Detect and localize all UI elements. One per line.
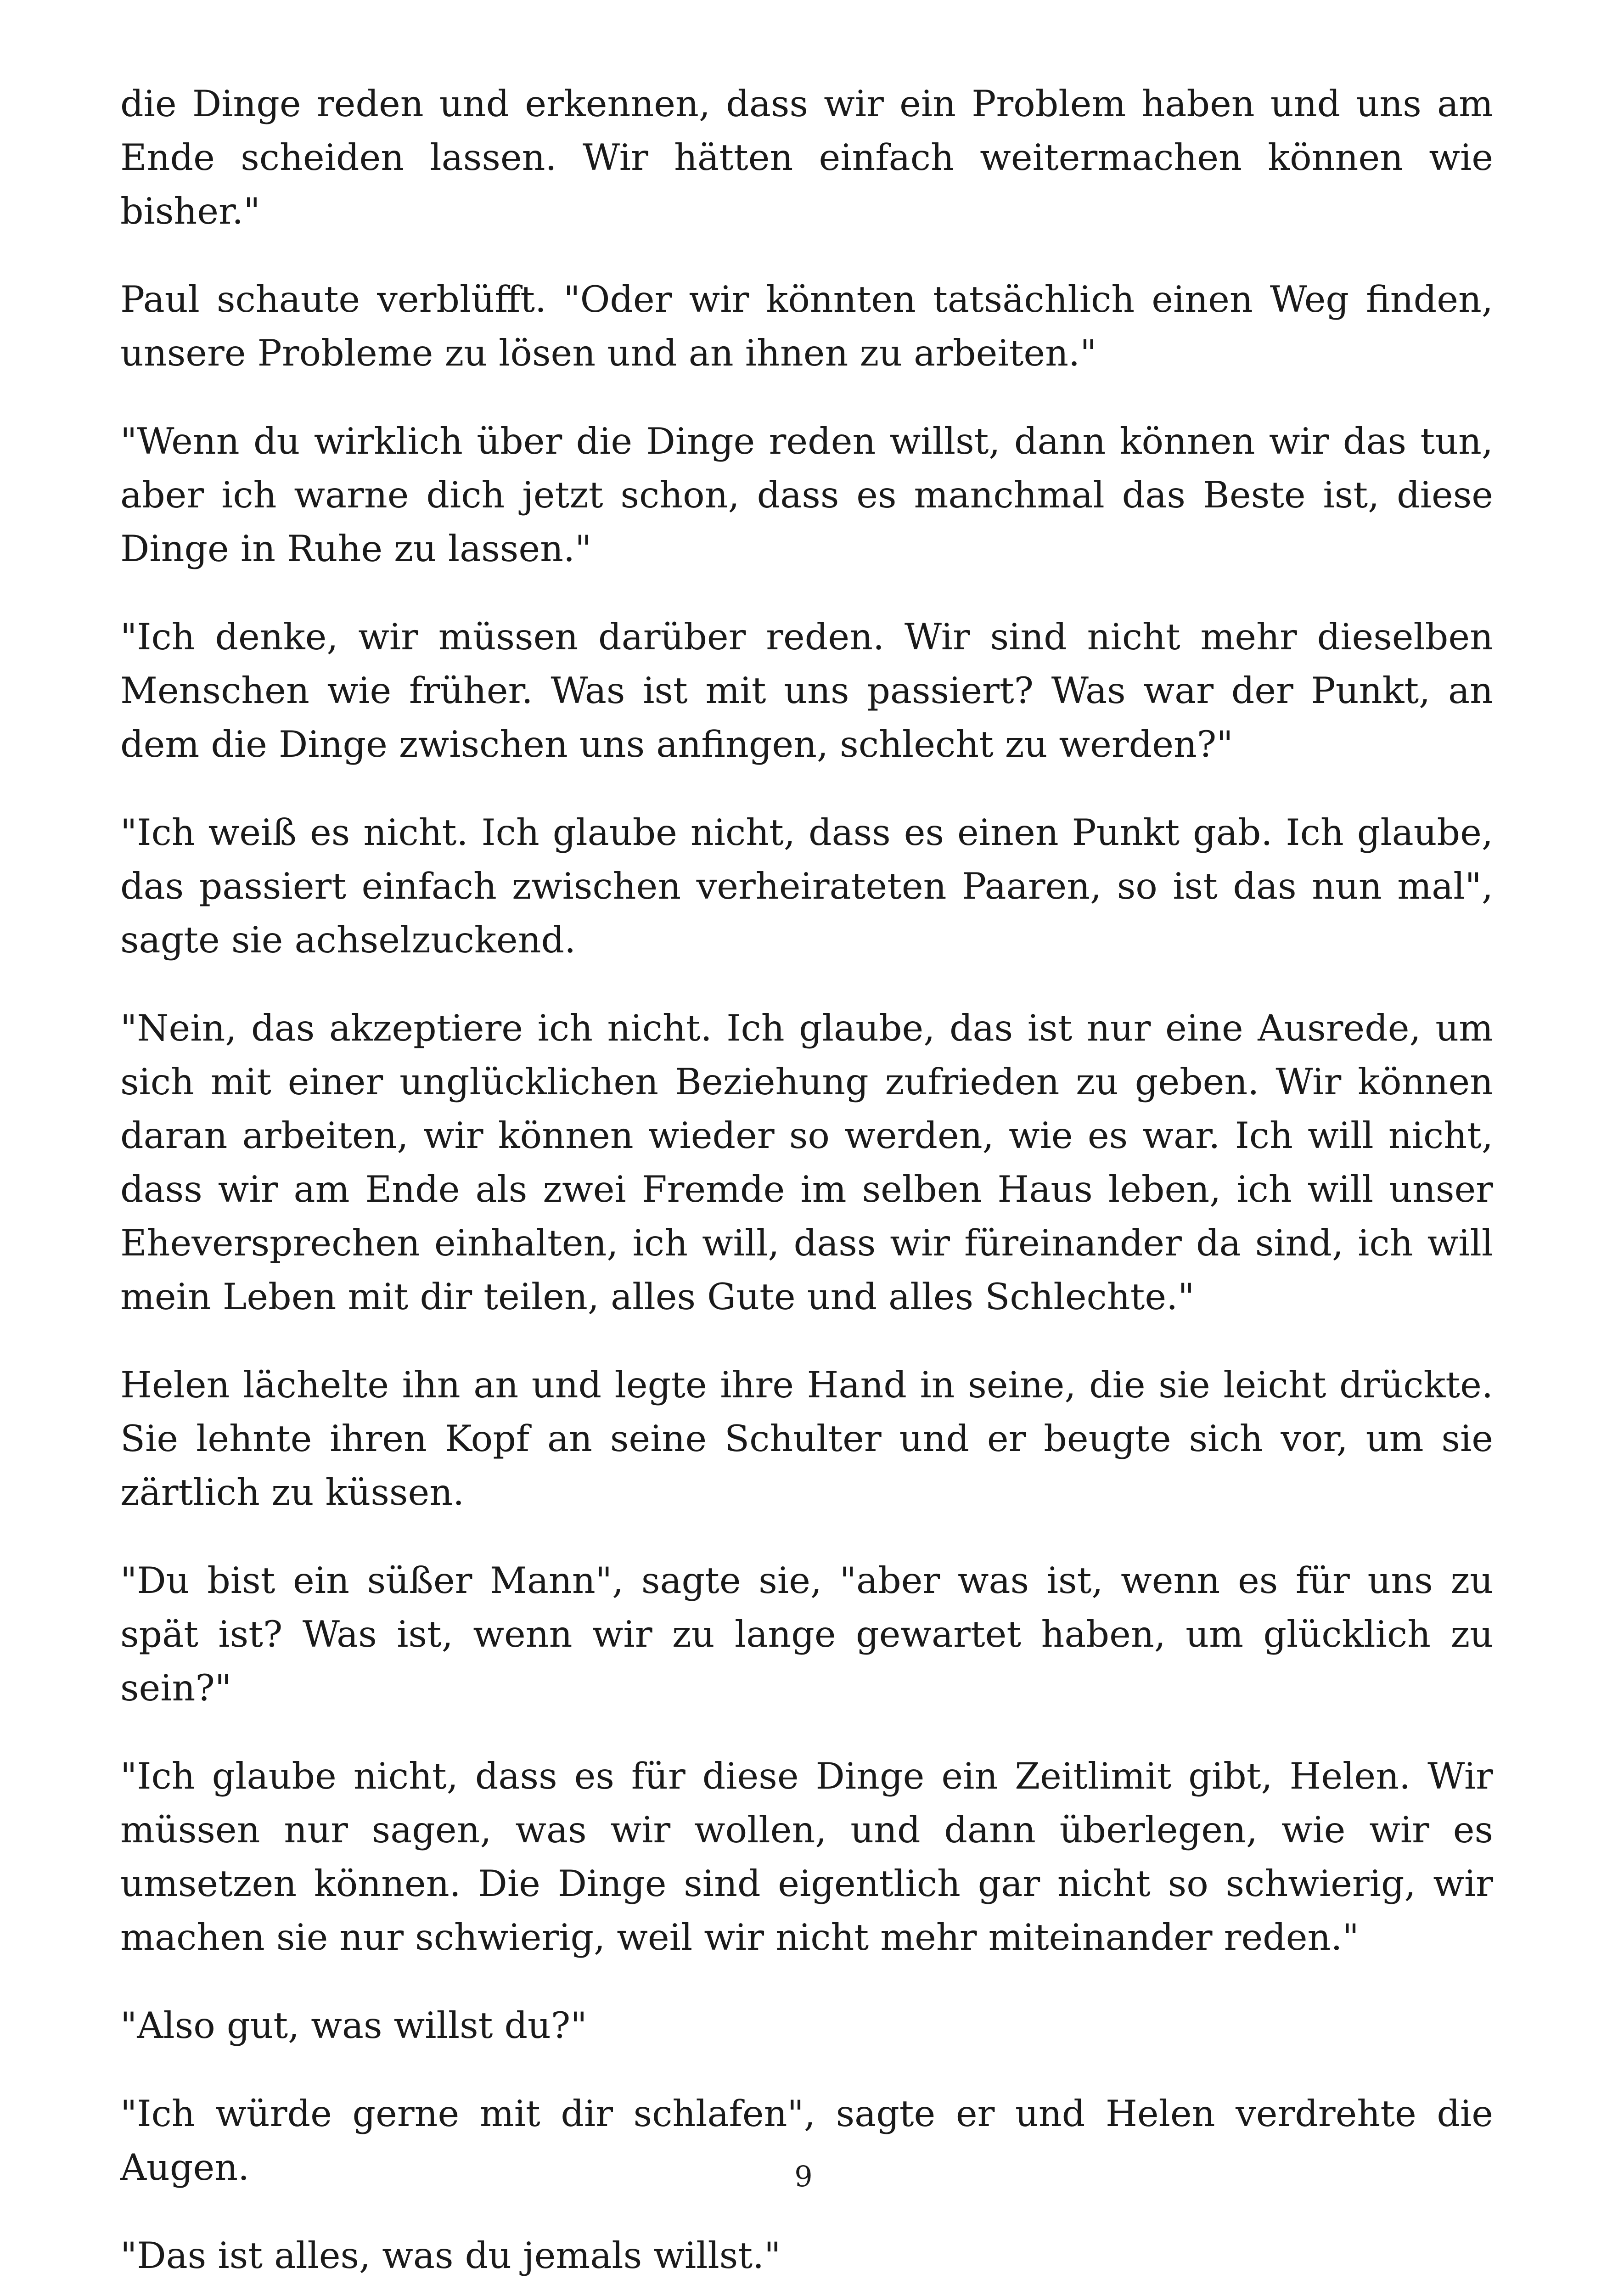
page-body [120,77,1493,2296]
paragraph: die Dinge reden und erkennen, dass wir ein Problem haben und uns am Ende scheiden lassen. Wir hätten einfach weitermachen können wie bisher." [120,83,1493,232]
paragraph: "Ich würde gerne mit dir schlafen", sagte er und Helen verdrehte die Augen. [120,2093,1493,2189]
paragraph: Helen lächelte ihn an und legte ihre Hand in seine, die sie leicht drückte. Sie lehnte ihren Kopf an seine Schulter und er beugte sich vor, um sie zärtlich zu küssen. [120,1364,1493,1514]
paragraph: "Wenn du wirklich über die Dinge reden willst, dann können wir das tun, aber ich warne dich jetzt schon, dass es manchmal das Beste ist, diese Dinge in Ruhe zu lassen." [120,420,1493,570]
paragraph: "Ich weiß es nicht. Ich glaube nicht, dass es einen Punkt gab. Ich glaube, das passiert einfach zwischen verheirateten Paaren, so ist das nun mal", sagte sie achselzuckend. [120,811,1493,961]
paragraph: "Das ist alles, was du jemals willst." [120,2234,781,2277]
paragraph: "Also gut, was willst du?" [120,2004,587,2047]
paragraph: "Ich glaube nicht, dass es für diese Dinge ein Zeitlimit gibt, Helen. Wir müssen nur sagen, was wir wollen, und dann überlegen, wie wir es umsetzen können. Die Dinge sind eigentlich gar nicht so schwierig, wir machen sie nur schwierig, weil wir nicht mehr miteinander reden." [120,1755,1493,1958]
paragraph: "Ich denke, wir müssen darüber reden. Wir sind nicht mehr dieselben Menschen wie früher. Was ist mit uns passiert? Was war der Punkt, an dem die Dinge zwischen uns anfingen, schlecht zu werden?" [120,616,1493,765]
page-number: 9 [794,2160,813,2193]
paragraph: "Du bist ein süßer Mann", sagte sie, "aber was ist, wenn es für uns zu spät ist? Was ist, wenn wir zu lange gewartet haben, um glücklich zu sein?" [120,1559,1493,1709]
paragraph: Paul schaute verblüfft. "Oder wir könnten tatsächlich einen Weg finden, unsere Probleme zu lösen und an ihnen zu arbeiten." [120,278,1493,374]
paragraph: "Nein, das akzeptiere ich nicht. Ich glaube, das ist nur eine Ausrede, um sich mit einer unglücklichen Beziehung zufrieden zu geben. Wir können daran arbeiten, wir können wieder so werden, wie es war. Ich will nicht, dass wir am Ende als zwei Fremde im selben Haus leben, ich will unser Eheversprechen einhalten, ich will, dass wir füreinander da sind, ich will mein Leben mit dir teilen, alles Gute und alles Schlechte." [120,1007,1493,1318]
